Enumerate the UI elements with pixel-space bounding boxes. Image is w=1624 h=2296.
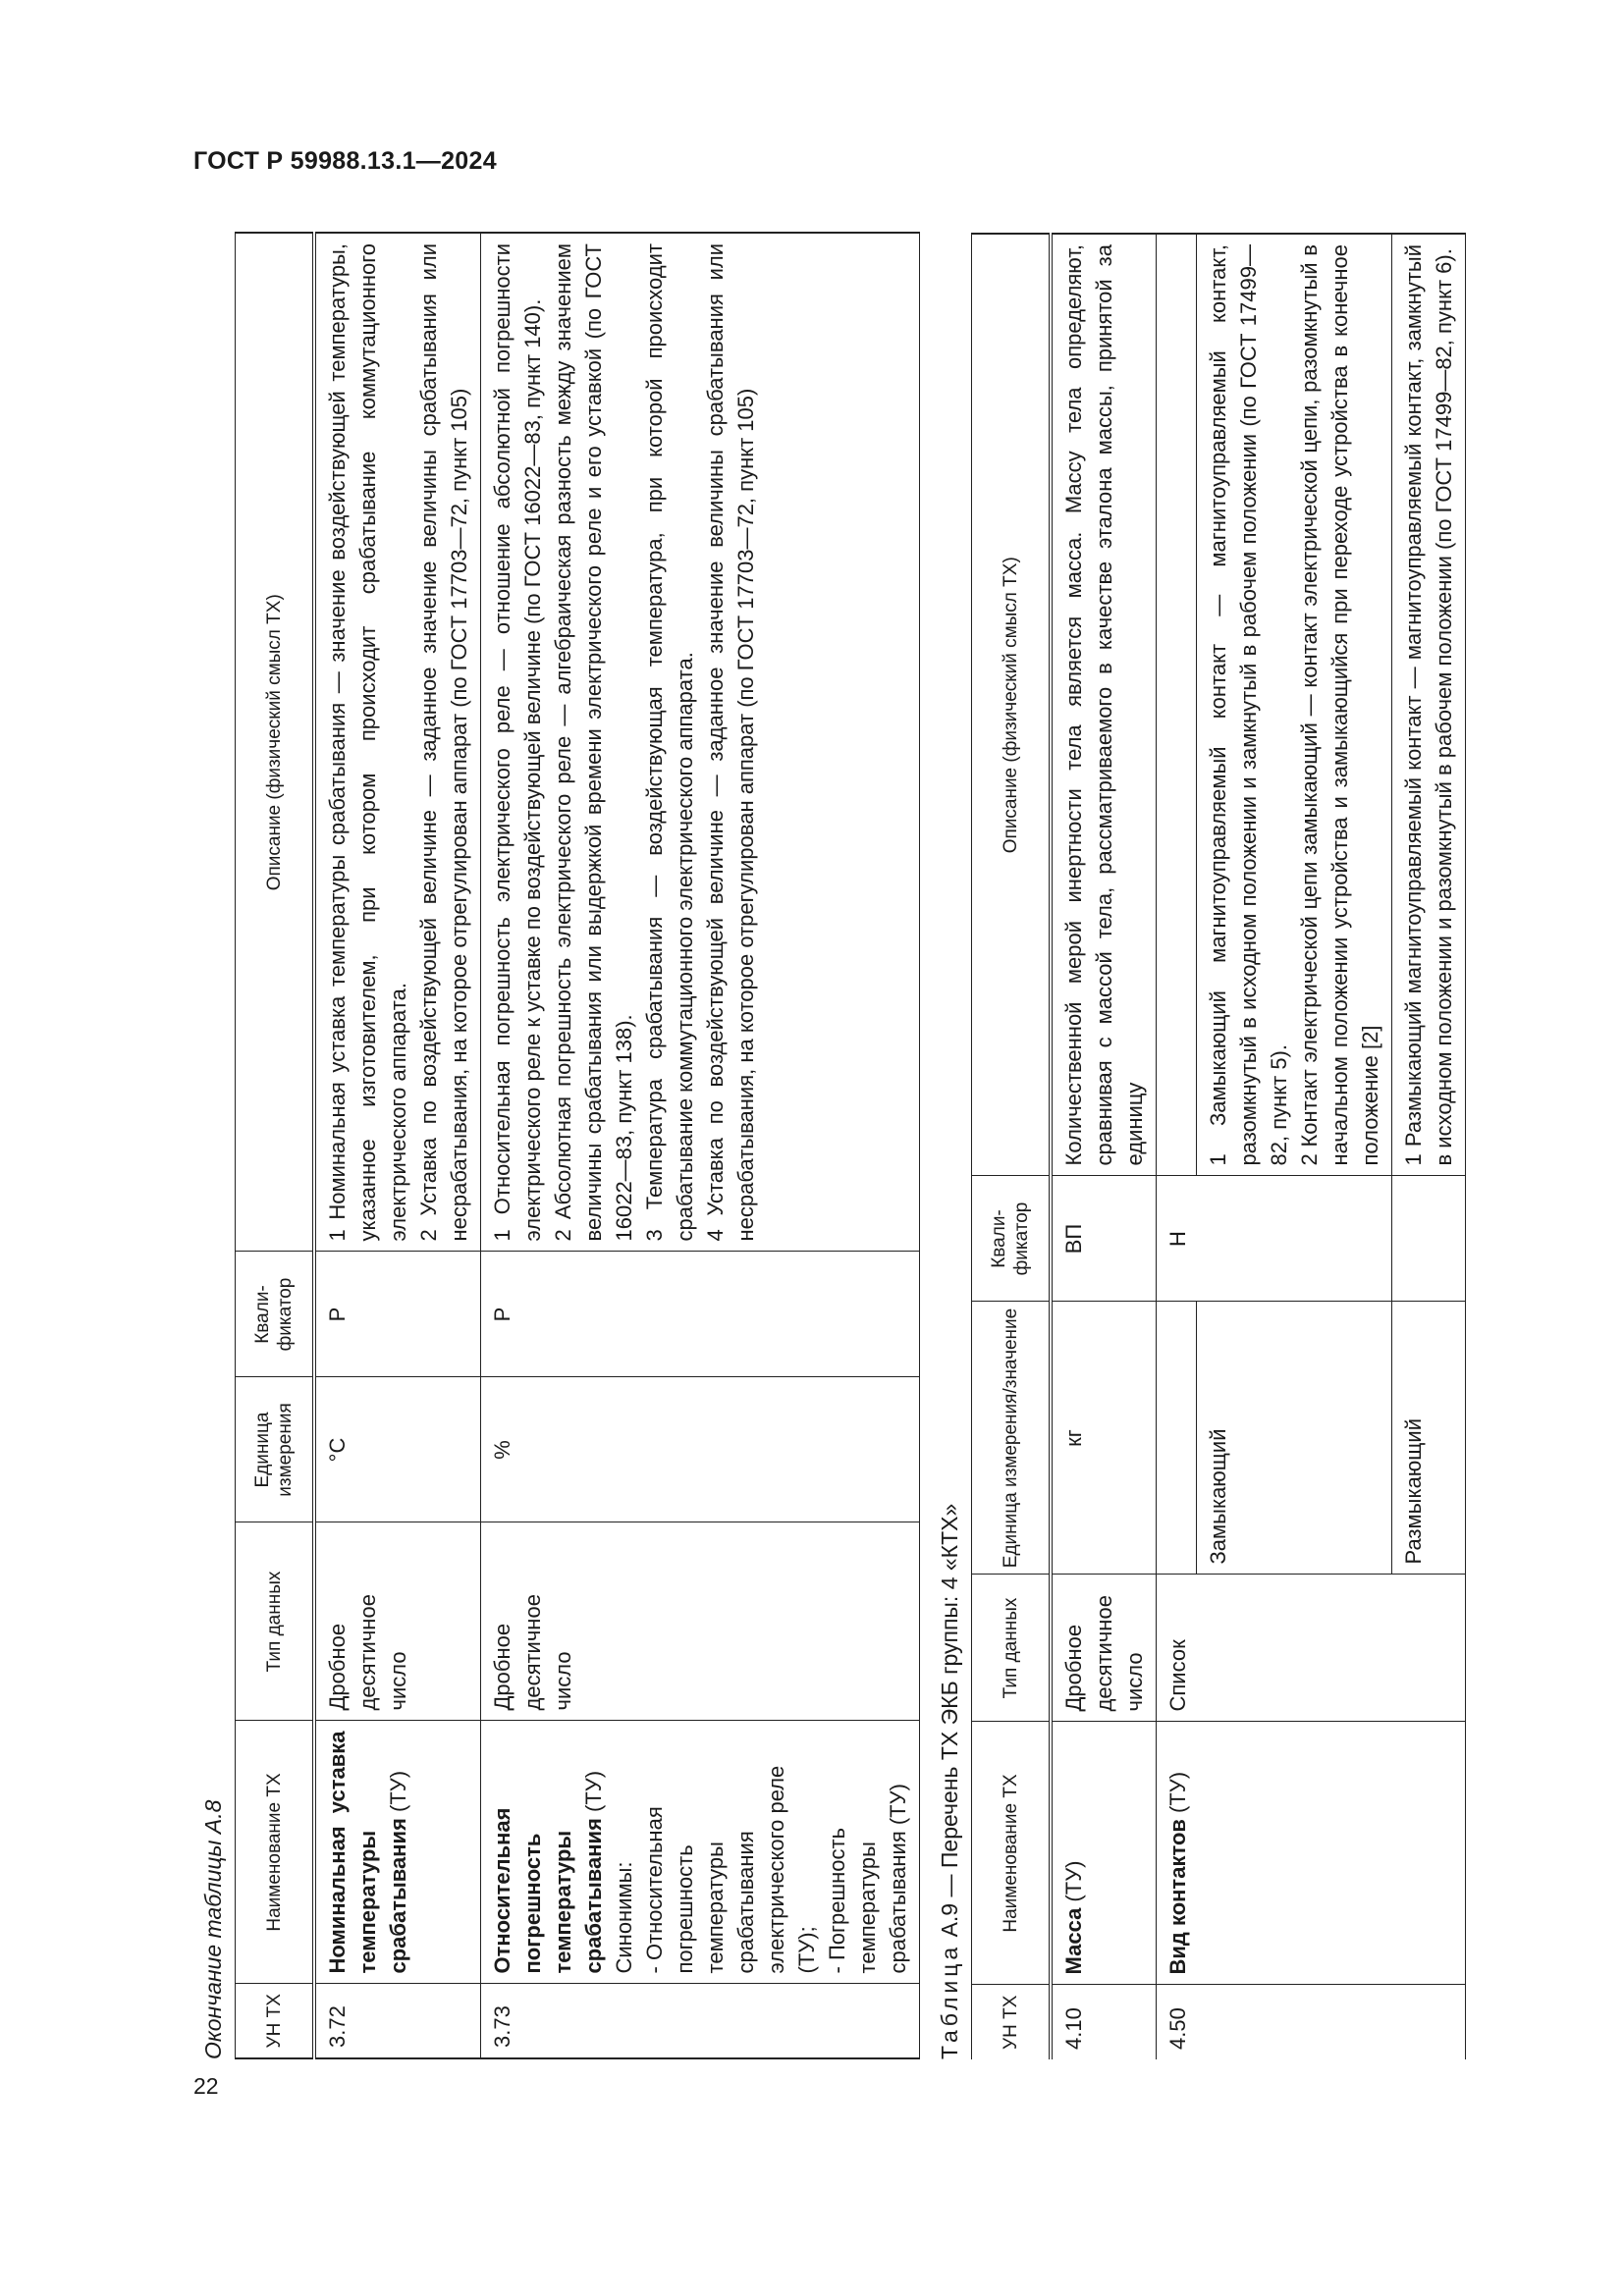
name-rest: (ТУ) (1061, 1860, 1086, 1908)
cell-name (314, 1721, 481, 1984)
caption-rest: А.9 — Перечень ТХ ЭКБ группы: 4 «КТХ» (937, 1503, 962, 1944)
desc-line: 3 Температура срабатывания — воздействующая температура, при которой происходит срабатывание коммутационного электрического аппарата. (642, 243, 697, 1242)
document-title: ГОСТ Р 59988.13.1—2024 (193, 147, 497, 175)
column-header-code: УН ТХ (972, 1985, 1052, 2059)
table-row (1157, 234, 1197, 2059)
column-header-qualifier: Квали-фикатор (236, 1252, 315, 1377)
name-bold: Относительная погрешность температуры срабатывания (490, 1807, 606, 1974)
desc-line: 2 Абсолютная погрешность электрического реле — алгебраическая разность между значением величины срабатывания или выдержкой времени электрического реле и его уставкой (по ГОСТ 16022—83, пункт 138). (551, 243, 636, 1242)
cell-data-type: Дробное десятичное число (1051, 1575, 1157, 1722)
cell-description-empty (1157, 234, 1197, 1176)
name-bold: Масса (1061, 1907, 1086, 1975)
cell-name (1051, 1722, 1157, 1985)
column-header-data-type: Тип данных (972, 1575, 1052, 1722)
cell-description (481, 233, 920, 1252)
desc-line: 1 Размыкающий магнитоуправляемый контакт — магнитоуправляемый контакт, замкнутый в исходном положении и разомкнутый в рабочем положении (по ГОСТ 17499—82, пункт 6). (1401, 244, 1456, 1166)
cell-qualifier: Р (314, 1252, 481, 1377)
name-main (487, 1732, 609, 1974)
cell-data-type: Дробное десятичное число (314, 1522, 481, 1721)
table-a8-caption: Окончание таблицы А.8 (200, 1799, 226, 2059)
synonyms-label: Синонимы: (612, 1861, 636, 1974)
name-rest: (ТУ) (386, 1770, 410, 1819)
synonym-item: - Погрешность температуры срабатывания (ТУ) (825, 1784, 910, 1974)
desc-line: 2 Контакт электрической цепи замыкающий — контакт электрической цепи, разомкнутый в начальном положении устройства и замыкающийся при переходе устройства в конечное положение [2] (1297, 244, 1382, 1166)
cell-code: 4.50 (1157, 1985, 1466, 2059)
column-header-name: Наименование ТХ (236, 1721, 315, 1984)
cell-code: 4.10 (1051, 1985, 1157, 2059)
cell-qualifier-empty (1392, 1176, 1466, 1302)
desc-line: 4 Уставка по воздействующей величине — заданное значение величины срабатывания или несрабатывания, на которое отрегулирован аппарат (по ГОСТ 17703—72, пункт 105) (703, 243, 758, 1242)
cell-value: Замыкающий (1197, 1302, 1392, 1575)
cell-qualifier: Р (481, 1252, 920, 1377)
cell-unit: °С (314, 1377, 481, 1522)
cell-name (1157, 1722, 1466, 1985)
name-bold: Вид контактов (1165, 1819, 1190, 1975)
table-row (314, 233, 481, 2058)
cell-description (1392, 234, 1466, 1176)
table-a8-block (191, 234, 920, 2059)
table-row (1051, 234, 1157, 2059)
column-header-code: УН ТХ (236, 1984, 315, 2058)
cell-unit: кг (1051, 1302, 1157, 1575)
column-header-description: Описание (физический смысл ТХ) (236, 233, 315, 1252)
table-row (481, 233, 920, 2058)
cell-description (1197, 234, 1392, 1176)
table-a9-caption (928, 234, 971, 2059)
cell-code: 3.72 (314, 1984, 481, 2058)
cell-unit-empty (1157, 1302, 1197, 1575)
column-header-name: Наименование ТХ (972, 1722, 1052, 1985)
name-bold: Номинальная уставка температуры срабатывания (325, 1731, 410, 1974)
table-a9 (971, 233, 1466, 2059)
cell-data-type: Список (1157, 1575, 1466, 1722)
caption-label: Таблица (937, 1943, 962, 2059)
cell-unit: % (481, 1377, 920, 1522)
column-header-qualifier: Квали-фикатор (972, 1176, 1052, 1302)
cell-qualifier: Н (1157, 1176, 1392, 1302)
cell-description (314, 233, 481, 1252)
table-a8-header-row (236, 233, 315, 2058)
desc-line: 2 Уставка по воздействующей величине — заданное значение величины срабатывания или несрабатывания, на которое отрегулирован аппарат (по ГОСТ 17703—72, пункт 105) (416, 243, 471, 1242)
table-a9-header-row (972, 234, 1052, 2059)
desc-line: 1 Замыкающий магнитоуправляемый контакт — магнитоуправляемый контакт, разомкнутый в исходном положении и замкнутый в рабочем положении (по ГОСТ 17499—82, пункт 5). (1206, 244, 1291, 1166)
table-a9-block (928, 234, 1466, 2059)
page-number: 22 (193, 2073, 219, 2099)
name-rest: (ТУ) (581, 1770, 606, 1819)
table-a8 (235, 232, 920, 2059)
cell-data-type: Дробное десятичное число (481, 1522, 920, 1721)
desc-line: 1 Номинальная уставка температуры срабатывания — значение воздействующей температуры, указанное изготовителем, при котором происходит срабатывание коммутационного электрического аппарата. (325, 243, 410, 1242)
cell-name (481, 1721, 920, 1984)
cell-qualifier: ВП (1051, 1176, 1157, 1302)
synonym-item: - Относительная погрешность температуры срабатывания электрического реле (ТУ); (642, 1765, 819, 1974)
desc-line: 1 Относительная погрешность электрического реле — отношение абсолютной погрешности электрического реле к уставке по воздействующей величине (по ГОСТ 16022—83, пункт 140). (490, 243, 545, 1242)
column-header-unit: Единица измерения (236, 1377, 315, 1522)
column-header-data-type: Тип данных (236, 1522, 315, 1721)
column-header-unit: Единица измерения/значение (972, 1302, 1052, 1575)
name-rest: (ТУ) (1165, 1771, 1190, 1820)
cell-value: Размыкающий (1392, 1302, 1466, 1575)
column-header-description: Описание (физический смысл ТХ) (972, 234, 1052, 1176)
cell-description: Количественной мерой инертности тела является масса. Массу тела определяют, сравнивая с массой тела, рассматриваемого в качестве эталона массы, принятой за единицу (1051, 234, 1157, 1176)
cell-code: 3.73 (481, 1984, 920, 2058)
